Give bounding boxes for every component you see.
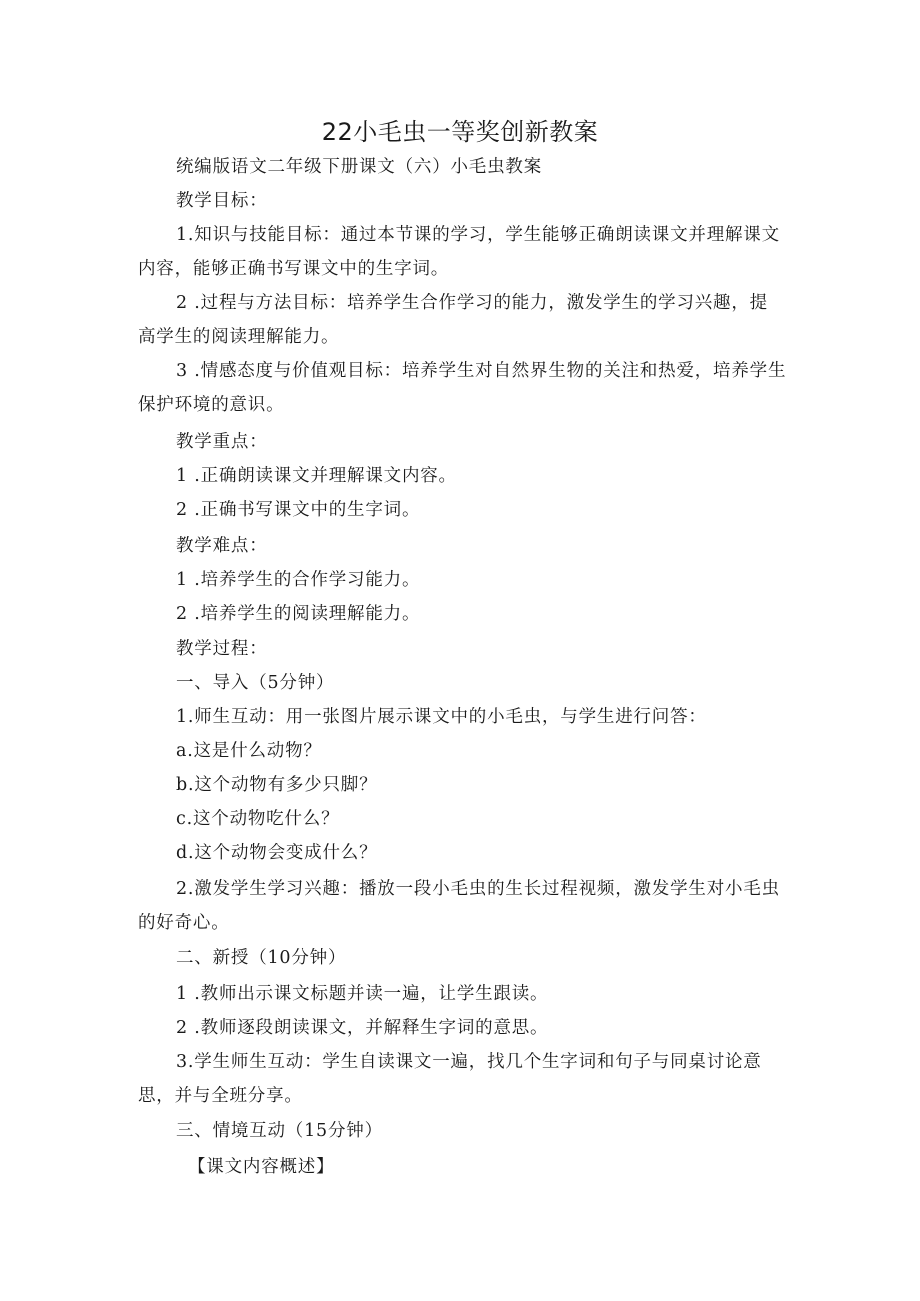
difficulties-heading: 教学难点： [176, 536, 268, 556]
goals-heading: 教学目标： [176, 191, 268, 211]
difficulty-2: 2 .培养学生的阅读理解能力。 [176, 604, 421, 624]
goal-3-line-2: 保护环境的意识。 [138, 395, 285, 415]
section-2-item-1: 1 .教师出示课文标题并读一遍，让学生跟读。 [176, 984, 549, 1004]
goal-1-line-1: 1.知识与技能目标：通过本节课的学习，学生能够正确朗读课文并理解课文 [176, 225, 780, 245]
key-point-1: 1 .正确朗读课文并理解课文内容。 [176, 466, 457, 486]
document-title: 22小毛虫一等奖创新教案 [321, 118, 599, 146]
question-d: d.这个动物会变成什么？ [176, 843, 378, 863]
question-b: b.这个动物有多少只脚？ [176, 775, 378, 795]
section-1-item-1: 1.师生互动：用一张图片展示课文中的小毛虫，与学生进行问答： [176, 707, 707, 727]
key-point-2: 2 .正确书写课文中的生字词。 [176, 500, 421, 520]
question-a: a.这是什么动物？ [176, 741, 322, 761]
section-1-heading: 一、导入（5分钟） [176, 673, 335, 693]
goal-2-line-2: 高学生的阅读理解能力。 [138, 327, 340, 347]
section-3-heading: 三、情境互动（15分钟） [176, 1121, 383, 1141]
section-2-item-3-line-2: 思，并与全班分享。 [138, 1086, 303, 1106]
section-1-item-2-line-1: 2.激发学生学习兴趣：播放一段小毛虫的生长过程视频，激发学生对小毛虫 [176, 879, 780, 899]
section-1-item-2-line-2: 的好奇心。 [138, 913, 230, 933]
goal-3-line-1: 3 .情感态度与价值观目标：培养学生对自然界生物的关注和热爱，培养学生 [176, 361, 787, 381]
difficulty-1: 1 .培养学生的合作学习能力。 [176, 570, 421, 590]
section-3-subheading: 【课文内容概述】 [188, 1157, 335, 1177]
question-c: c.这个动物吃什么？ [176, 809, 340, 829]
goal-2-line-1: 2 .过程与方法目标：培养学生合作学习的能力，激发学生的学习兴趣，提 [176, 293, 768, 313]
section-2-heading: 二、新授（10分钟） [176, 948, 347, 968]
key-points-heading: 教学重点： [176, 432, 268, 452]
section-2-item-3-line-1: 3.学生师生互动：学生自读课文一遍，找几个生字词和句子与同桌讨论意 [176, 1052, 762, 1072]
subtitle: 统编版语文二年级下册课文（六）小毛虫教案 [176, 157, 542, 177]
section-2-item-2: 2 .教师逐段朗读课文，并解释生字词的意思。 [176, 1018, 549, 1038]
goal-1-line-2: 内容，能够正确书写课文中的生字词。 [138, 259, 450, 279]
process-heading: 教学过程： [176, 639, 268, 659]
